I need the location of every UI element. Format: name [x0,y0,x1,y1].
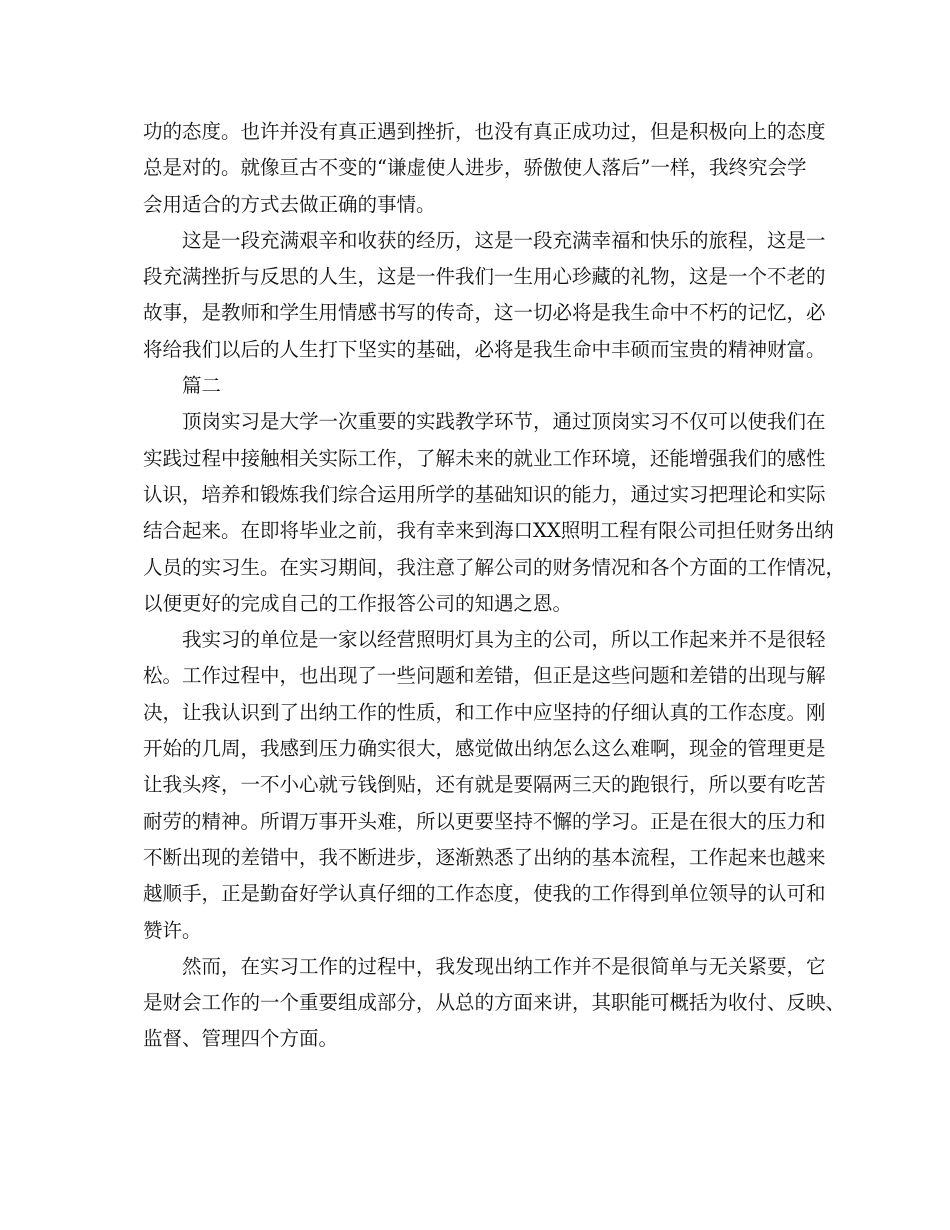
text-line: 总是对的。就像亘古不变的“谦虚使人进步，骄傲使人落后”一样，我终究会学 [143,156,807,180]
text-line: 结合起来。在即将毕业之前，我有幸来到海口XX照明工程有限公司担任财务出纳 [143,519,834,543]
text-line: 开始的几周，我感到压力确实很大，感觉做出纳怎么这么难啊，现金的管理更是 [143,737,826,761]
text-line: 监督、管理四个方面。 [143,1027,339,1051]
paragraph-first-line: 顶岗实习是大学一次重要的实践教学环节，通过顶岗实习不仅可以使我们在 [182,410,826,434]
paragraph-first-line: 我实习的单位是一家以经营照明灯具为主的公司，所以工作起来并不是很轻 [182,628,826,652]
text-line: 故事，是教师和学生用情感书写的传奇，这一切必将是我生命中不朽的记忆，必 [143,301,826,325]
text-line: 是财会工作的一个重要组成部分，从总的方面来讲，其职能可概括为收付、反映、 [143,991,846,1015]
text-line: 实践过程中接触相关实际工作，了解未来的就业工作环境，还能增强我们的感性 [143,446,826,470]
text-line: 赞许。 [143,918,202,942]
text-line: 耐劳的精神。所谓万事开头难，所以更要坚持不懈的学习。正是在很大的压力和 [143,809,826,833]
text-line: 以便更好的完成自己的工作报答公司的知遇之恩。 [143,591,573,615]
text-line: 认识，培养和锻炼我们综合运用所学的基础知识的能力，通过实习把理论和实际 [143,482,826,506]
text-line: 让我头疼，一不小心就亏钱倒贴，还有就是要隔两三天的跑银行，所以要有吃苦 [143,773,826,797]
text-line: 松。工作过程中，也出现了一些问题和差错，但正是这些问题和差错的出现与解 [143,664,826,688]
text-line: 段充满挫折与反思的人生，这是一件我们一生用心珍藏的礼物，这是一个不老的 [143,265,826,289]
text-line: 决，让我认识到了出纳工作的性质，和工作中应坚持的仔细认真的工作态度。刚 [143,700,826,724]
document-body [143,114,846,1058]
paragraph-first-line: 篇二 [182,374,222,398]
text-line: 功的态度。也许并没有真正遇到挫折，也没有真正成功过，但是积极向上的态度 [143,120,826,143]
text-line: 不断出现的差错中，我不断进步，逐渐熟悉了出纳的基本流程，工作起来也越来 [143,845,826,869]
text-line: 人员的实习生。在实习期间，我注意了解公司的财务情况和各个方面的工作情况， [143,555,846,579]
paragraph-first-line: 然而，在实习工作的过程中，我发现出纳工作并不是很简单与无关紧要，它 [182,954,826,978]
paragraph-first-line: 这是一段充满艰辛和收获的经历，这是一段充满幸福和快乐的旅程，这是一 [182,228,826,252]
text-line: 将给我们以后的人生打下坚实的基础，必将是我生命中丰硕而宝贵的精神财富。 [143,337,826,361]
text-line: 会用适合的方式去做正确的事情。 [143,192,436,216]
text-line: 越顺手，正是勤奋好学认真仔细的工作态度，使我的工作得到单位领导的认可和 [143,882,826,906]
